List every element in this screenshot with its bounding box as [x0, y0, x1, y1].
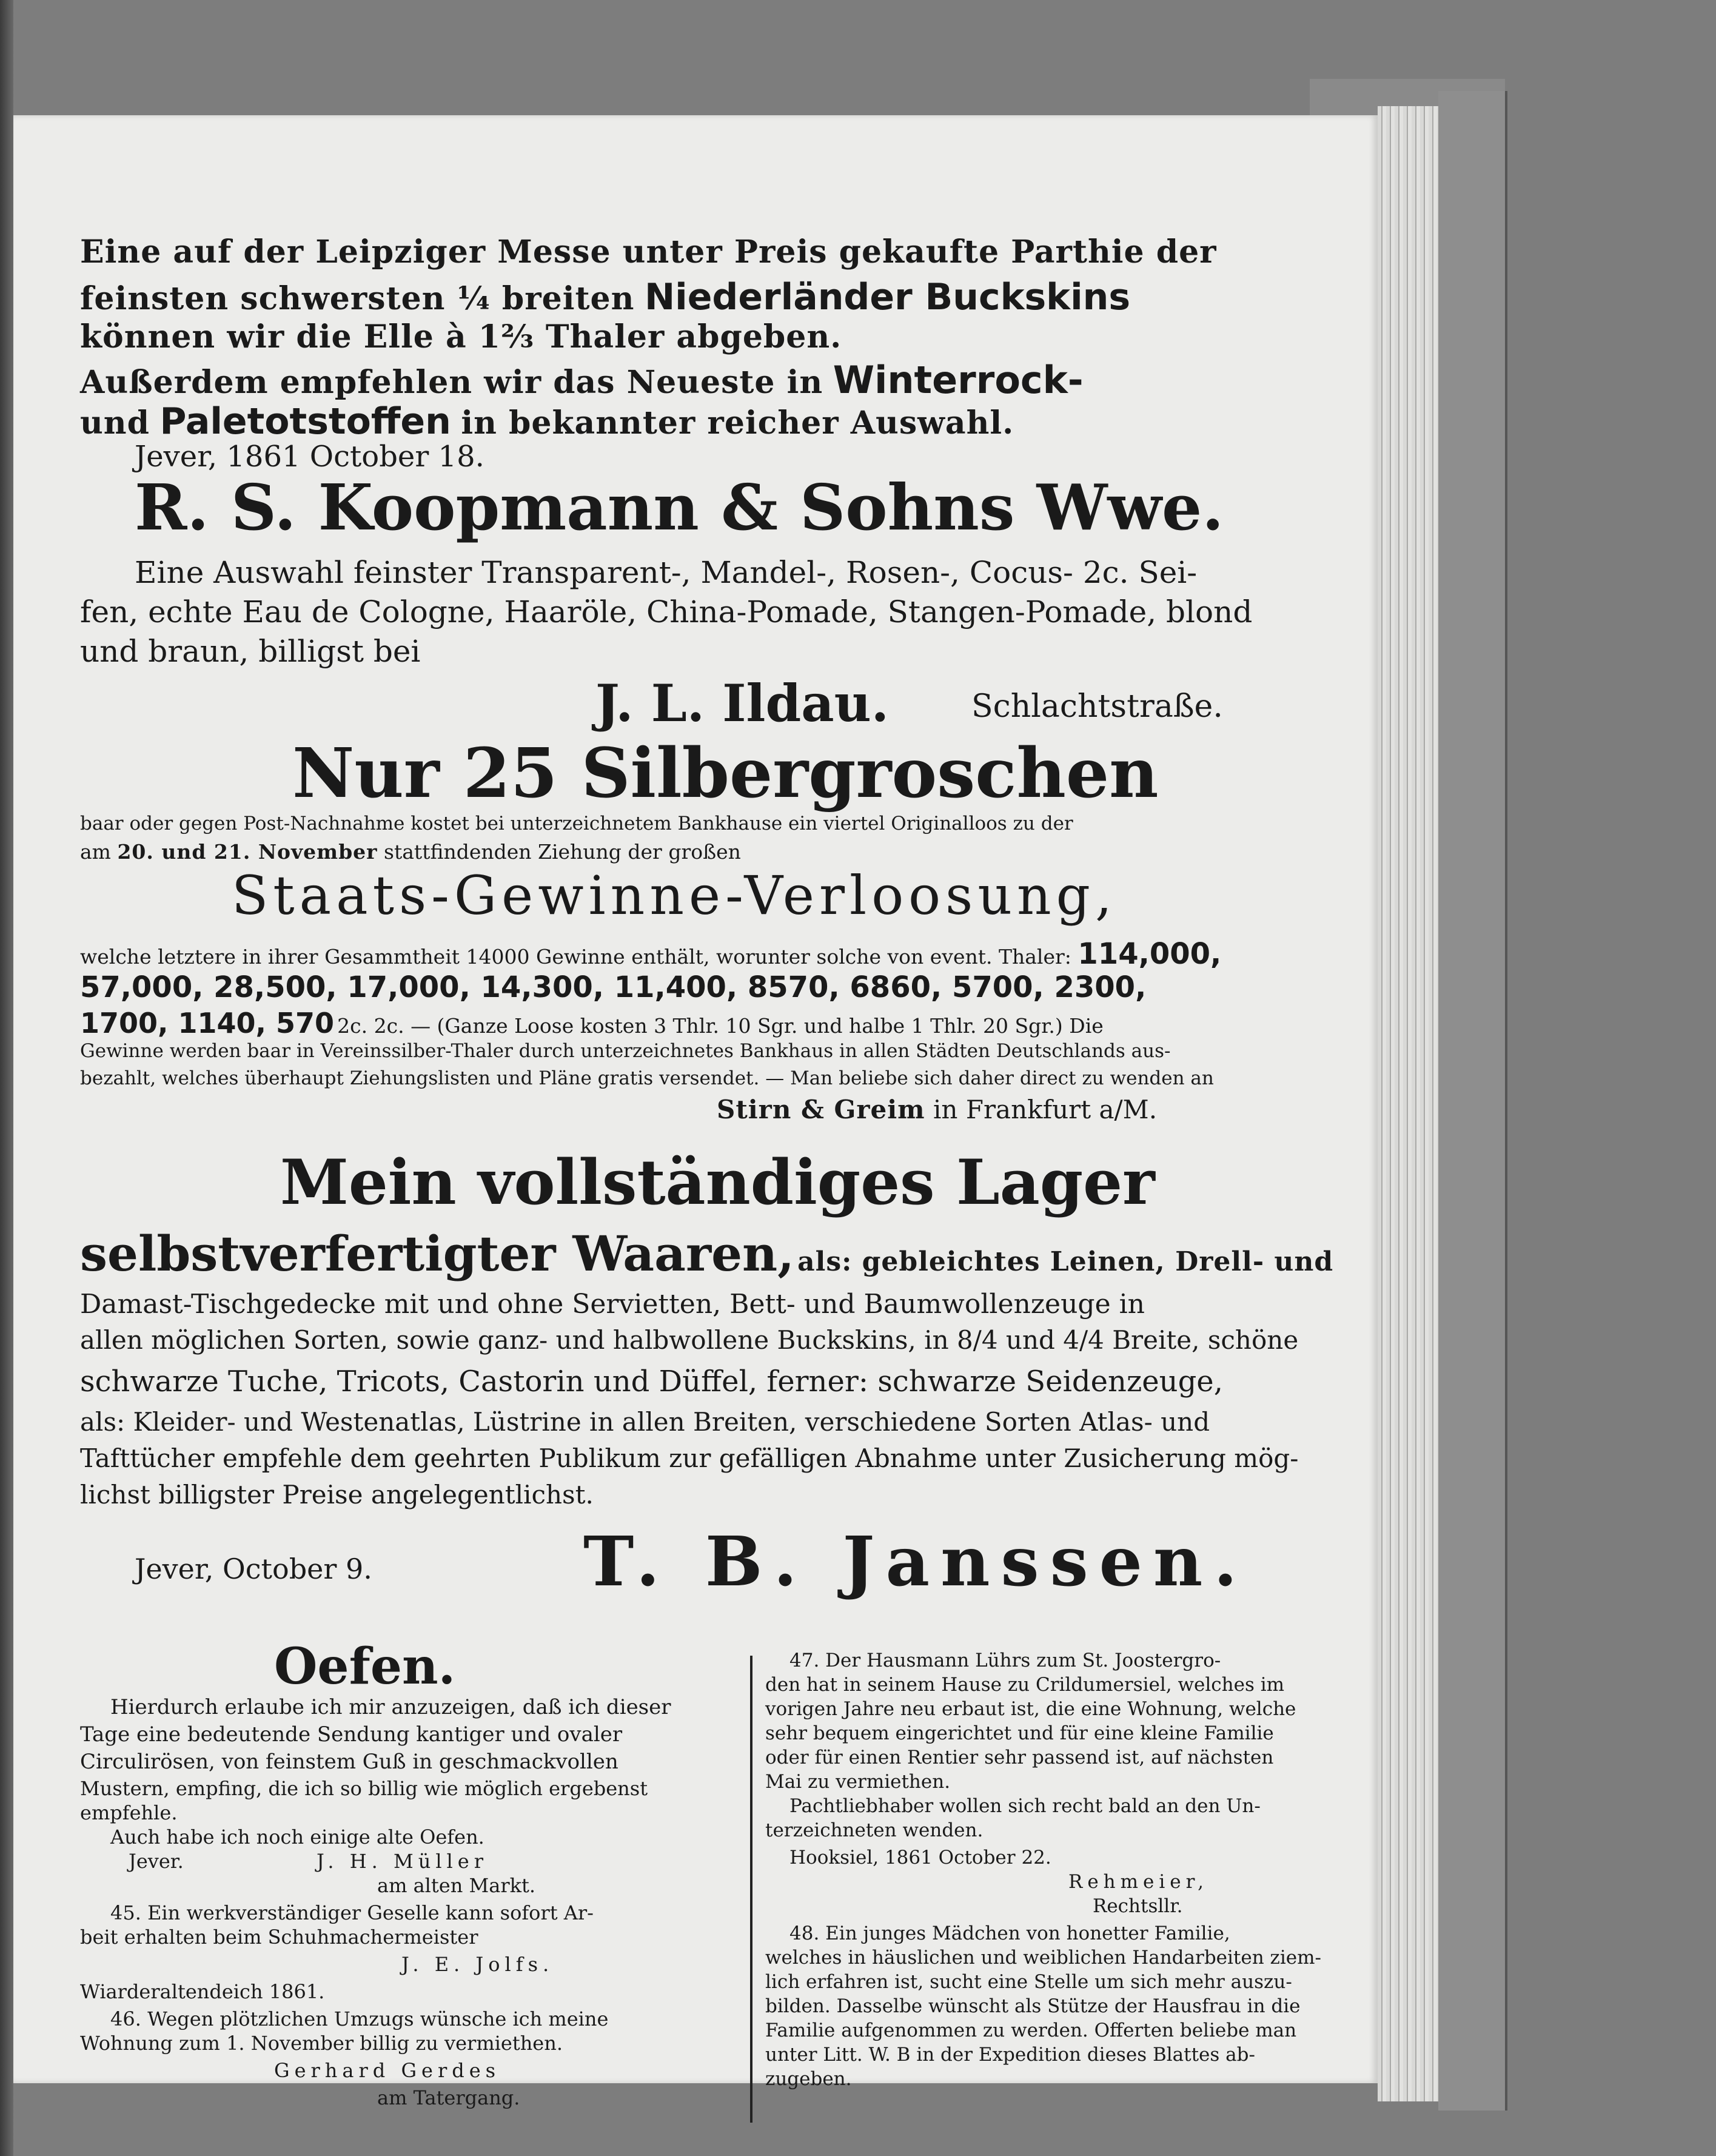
no45-place: Wiarderaltendeich 1861.: [80, 1980, 325, 2003]
oefen-line-6: Auch habe ich noch einige alte Oefen.: [110, 1825, 484, 1849]
ad1-line2: [80, 276, 1130, 318]
no47-line-3: vorigen Jahre neu erbaut ist, die eine Wohnung, welche: [765, 1698, 1296, 1720]
ad3-line2: [80, 840, 741, 864]
ad3-signature: [717, 1095, 1157, 1124]
ad4-headline1: Mein vollständiges Lager: [280, 1146, 1155, 1219]
ad4-line2: allen möglichen Sorten, sowie ganz- und halbwollene Buckskins, in 8/4 und 4/4 Breite, schöne: [80, 1325, 1299, 1355]
no47-line-1: 47. Der Hausmann Lührs zum St. Joostergro-: [789, 1650, 1221, 1671]
no46-name: Gerhard Gerdes: [274, 2059, 501, 2082]
ad2-line2: fen, echte Eau de Cologne, Haaröle, China-Pomade, Stangen-Pomade, blond: [80, 594, 1253, 630]
ad1-line5c: in bekannter reicher Auswahl.: [461, 405, 1014, 442]
ad4-line4: als: Kleider- und Westenatlas, Lüstrine in allen Breiten, verschiedene Sorten Atlas- und: [80, 1407, 1210, 1437]
ad2-line3: und braun, billigst bei: [80, 634, 421, 669]
oefen-line-4: Mustern, empfing, die ich so billig wie möglich ergebenst: [80, 1777, 648, 1800]
ad1-dateline: Jever, 1861 October 18.: [135, 440, 484, 474]
ad1-line5b: Paletotstoffen: [159, 400, 451, 443]
ad2-firm: J. L. Ildau.: [595, 673, 889, 733]
oefen-place: Jever.: [129, 1850, 184, 1873]
no48-line-4: bilden. Dasselbe wünscht als Stütze der Hausfrau in die: [765, 1995, 1301, 2017]
ad3-place: in Frankfurt a/M.: [933, 1095, 1158, 1124]
no45-name: J. E. Jolfs.: [401, 1953, 554, 1976]
no47-line-5: oder für einen Rentier sehr passend ist, auf nächsten: [765, 1747, 1274, 1768]
ad4-firm: T. B. Janssen.: [583, 1522, 1248, 1602]
ad2-street: Schlachtstraße.: [971, 688, 1223, 725]
ad3-line3: [80, 937, 1221, 971]
ad1-line4b: Winterrock-: [833, 358, 1084, 402]
ad3-line2a: am: [80, 840, 111, 864]
ad3-line5: [80, 1007, 1104, 1039]
ad4-dateline: Jever, October 9.: [135, 1553, 372, 1585]
oefen-line-2: Tage eine bedeutende Sendung kantiger und ovaler: [80, 1722, 623, 1747]
no47-place: Hooksiel, 1861 October 22.: [789, 1847, 1051, 1869]
ad1-line2a: feinsten schwersten ¼ breiten: [80, 280, 635, 317]
no48-line-1: 48. Ein junges Mädchen von honetter Familie,: [789, 1923, 1230, 1944]
ad4-headline2: [80, 1225, 1333, 1282]
ad3-line3a: welche letztere in ihrer Gesammtheit 14000 Gewinne enthält, worunter solche von event. Thaler:: [80, 945, 1071, 969]
no48-line-2: welches in häuslichen und weiblichen Handarbeiten ziem-: [765, 1947, 1322, 1969]
oefen-name: J. H. Müller: [317, 1850, 489, 1873]
ad3-line5a: 1700, 1140, 570: [80, 1007, 335, 1039]
page-edges: [1378, 106, 1438, 2101]
ad3-headline: Nur 25 Silbergroschen: [292, 734, 1159, 813]
ad3-line4: 57,000, 28,500, 17,000, 14,300, 11,400, 8570, 6860, 5700, 2300,: [80, 970, 1147, 1004]
ad3-firm: Stirn & Greim: [717, 1095, 925, 1124]
no48-line-3: lich erfahren ist, sucht eine Stelle um sich mehr auszu-: [765, 1971, 1292, 1993]
no45-line-2: beit erhalten beim Schuhmachermeister: [80, 1926, 478, 1949]
ad4-line5: Tafttücher empfehle dem geehrten Publikum zur gefälligen Abnahme unter Zusicherung mög-: [80, 1443, 1299, 1473]
ad3-line2b: 20. und 21. November: [117, 840, 378, 864]
ad3-line6: Gewinne werden baar in Vereinssilber-Thaler durch unterzeichnetes Bankhaus in allen Städten Deutschlands aus-: [80, 1040, 1171, 1062]
no48-line-7: zugeben.: [765, 2068, 852, 2090]
no48-line-6: unter Litt. W. B in der Expedition dieses Blattes ab-: [765, 2044, 1255, 2066]
ad1-line4a: Außerdem empfehlen wir das Neueste in: [80, 364, 823, 401]
book-cover-right: [1438, 91, 1507, 2111]
ad1-line4: [80, 358, 1084, 402]
no45-line-1: 45. Ein werkverständiger Geselle kann sofort Ar-: [110, 1901, 594, 1924]
oefen-line-5: empfehle.: [80, 1801, 178, 1824]
no47-line-8: terzeichneten wenden.: [765, 1819, 984, 1841]
no46-addr: am Tatergang.: [377, 2086, 520, 2109]
no46-line-1: 46. Wegen plötzlichen Umzugs wünsche ich meine: [110, 2007, 609, 2030]
no47-line-7: Pachtliebhaber wollen sich recht bald an den Un-: [789, 1795, 1261, 1817]
ad3-line3b: 114,000,: [1078, 937, 1222, 971]
ad3-line1: baar oder gegen Post-Nachnahme kostet bei unterzeichnetem Bankhause ein viertel Originalloos zu der: [80, 813, 1073, 835]
newspaper-page: [13, 115, 1378, 2109]
book-spine: [0, 0, 13, 2156]
ad4-line6: lichst billigster Preise angelegentlichst.: [80, 1480, 594, 1510]
no47-title: Rechtsllr.: [1093, 1895, 1183, 1917]
ad4-headline2a: selbstverfertigter Waaren,: [80, 1225, 795, 1282]
ad4-headline2b: als: gebleichtes Leinen, Drell- und: [797, 1246, 1334, 1277]
oefen-addr: am alten Markt.: [377, 1874, 536, 1897]
no47-line-6: Mai zu vermiethen.: [765, 1771, 951, 1793]
ad3-line2c: stattfindenden Ziehung der großen: [384, 840, 741, 864]
oefen-title: Oefen.: [274, 1637, 456, 1696]
no46-line-2: Wohnung zum 1. November billig zu vermiethen.: [80, 2032, 563, 2055]
oefen-line-1: Hierdurch erlaube ich mir anzuzeigen, daß ich dieser: [110, 1695, 671, 1719]
ad1-firm: R. S. Koopmann & Sohns Wwe.: [135, 470, 1224, 545]
no48-line-5: Familie aufgenommen zu werden. Offerten beliebe man: [765, 2020, 1297, 2041]
ad1-line5: [80, 400, 1014, 443]
no47-name: Rehmeier,: [1068, 1871, 1208, 1893]
ad1-line5a: und: [80, 405, 150, 442]
ad3-line5b: 2c. 2c. — (Ganze Loose kosten 3 Thlr. 10 Sgr. und halbe 1 Thlr. 20 Sgr.) Die: [337, 1014, 1104, 1038]
column-divider: [750, 1656, 752, 2123]
ad3-line7: bezahlt, welches überhaupt Ziehungslisten und Pläne gratis versendet. — Man beliebe sich daher direct zu wenden an: [80, 1067, 1214, 1089]
oefen-line-3: Circulirösen, von feinstem Guß in geschmackvollen: [80, 1750, 618, 1774]
ad1-line1: Eine auf der Leipziger Messe unter Preis gekaufte Parthie der: [80, 233, 1217, 270]
ad1-line2b: Niederländer Buckskins: [644, 276, 1131, 318]
ad1-line3: können wir die Elle à 1⅔ Thaler abgeben.: [80, 318, 842, 355]
ad2-line1: Eine Auswahl feinster Transparent-, Mandel-, Rosen-, Cocus- 2c. Sei-: [135, 555, 1198, 590]
no47-line-4: sehr bequem eingerichtet und für eine kleine Familie: [765, 1722, 1274, 1744]
ad4-line1: Damast-Tischgedecke mit und ohne Servietten, Bett- und Baumwollenzeuge in: [80, 1289, 1145, 1320]
no47-line-2: den hat in seinem Hause zu Crildumersiel, welches im: [765, 1674, 1285, 1696]
ad3-lottery: Staats-Gewinne-Verloosung,: [232, 864, 1117, 927]
ad4-line3: schwarze Tuche, Tricots, Castorin und Düffel, ferner: schwarze Seidenzeuge,: [80, 1365, 1223, 1399]
